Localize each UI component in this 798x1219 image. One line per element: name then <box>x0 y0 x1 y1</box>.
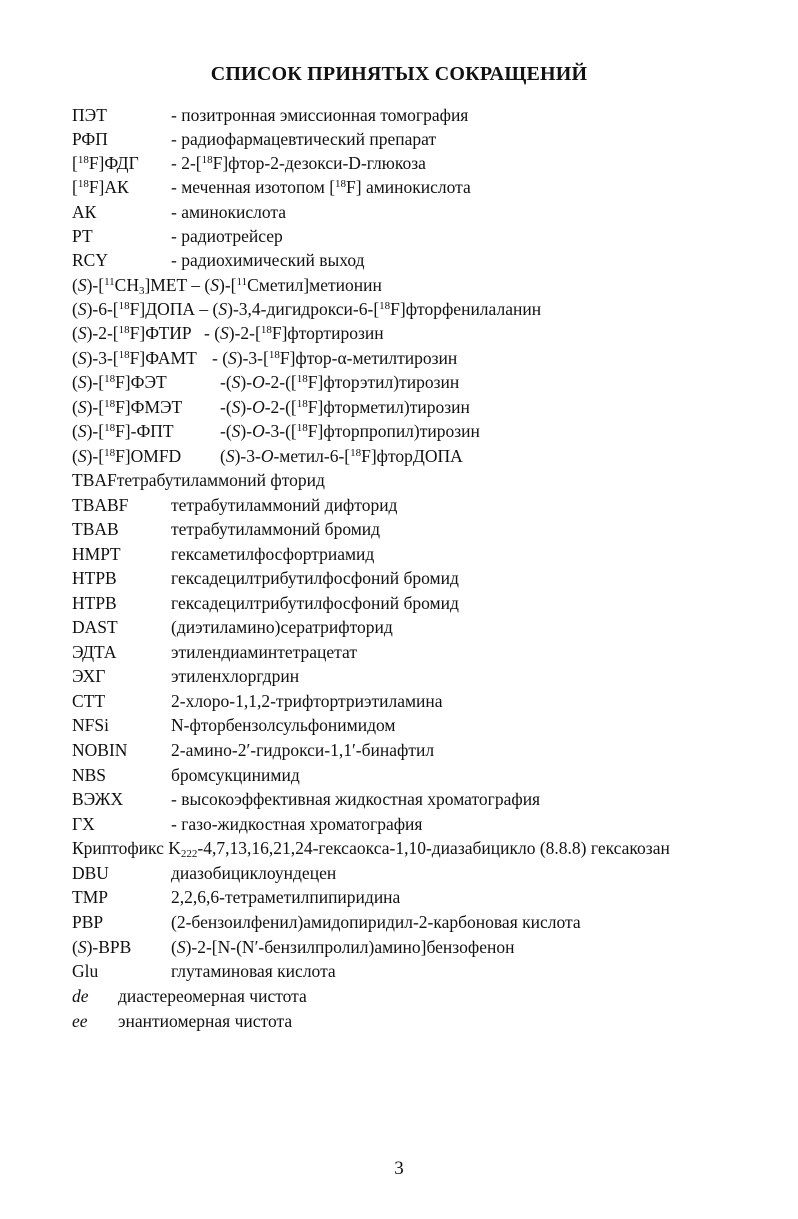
abbreviation: ГХ <box>72 814 95 834</box>
abbreviation: RCY <box>72 250 108 270</box>
definition: -(S)-O-2-([$^{18}$F]фторметил)тирозин <box>220 397 470 417</box>
abbreviation: NOBIN <box>72 740 128 760</box>
abbreviation: CTT <box>72 691 106 711</box>
definition: - меченная изотопом [$^{18}$F] аминокислота <box>171 177 471 197</box>
abbreviation: TBABF <box>72 495 129 515</box>
definition: гексаметилфосфортриамид <box>171 544 375 564</box>
abbreviation: [$^{18}$F]ФДГ <box>72 153 139 173</box>
list-item <box>72 836 670 860</box>
definition: диастереомерная чистота <box>118 986 307 1006</box>
abbreviation: HTPB <box>72 593 117 613</box>
definition: - радиохимический выход <box>171 250 365 270</box>
definition: (S)-3-O-метил-6-[$^{18}$F]фторДОПА <box>220 446 463 466</box>
definition: 2-амино-2′-гидрокси-1,1′-бинафтил <box>171 740 435 760</box>
abbreviation: (S)-[$^{18}$F]ФМЭТ <box>72 397 183 417</box>
definition: энантиомерная чистота <box>118 1011 293 1031</box>
abbreviation: (S)-2-[$^{18}$F]ФТИР <box>72 323 192 343</box>
abbreviation: ee <box>72 1011 88 1031</box>
abbreviation: [$^{18}$F]АК <box>72 177 129 197</box>
definition: - (S)-2-[$^{18}$F]фтортирозин <box>204 323 384 343</box>
list-item <box>72 468 325 492</box>
full-line: Криптофикс $K_{222}-4,7,13,16,21,24-гексаокса-1,10$-диазабицикло (8.8.8) гексакозан <box>72 838 670 860</box>
abbreviation: АК <box>72 202 97 222</box>
definition: -(S)-O-3-([$^{18}$F]фторпропил)тирозин <box>220 421 480 441</box>
list-item <box>72 273 382 297</box>
abbreviation: HTPB <box>72 568 117 588</box>
definition: диазобициклоундецен <box>171 863 337 883</box>
definition: N-фторбензолсульфонимидом <box>171 715 396 735</box>
abbreviation: DBU <box>72 863 109 883</box>
abbreviation: ВЭЖХ <box>72 789 124 809</box>
abbreviation: TMP <box>72 887 108 907</box>
abbreviation: NBS <box>72 765 107 785</box>
definition: 2-хлоро-1,1,2-трифтортриэтиламина <box>171 691 443 711</box>
definition: гексадецилтрибутилфосфоний бромид <box>171 593 459 613</box>
abbreviation: NFSi <box>72 715 109 735</box>
page-number: 3 <box>394 1158 404 1179</box>
definition: 2,2,6,6-тетраметилпипиридина <box>171 887 401 907</box>
definition: - (S)-3-[$^{18}$F]фтор-α-метилтирозин <box>212 348 458 368</box>
definition: - позитронная эмиссионная томография <box>171 105 469 125</box>
abbreviation: (S)-[$^{18}$F]ФЭТ <box>72 372 167 392</box>
abbreviation: (S)-[$^{18}$F]-ФПТ <box>72 421 174 441</box>
abbreviation: ПЭТ <box>72 105 107 125</box>
abbreviation: ЭДТА <box>72 642 117 662</box>
abbreviation: PBP <box>72 912 104 932</box>
abbreviation: (S)-[$^{18}$F]OMFD <box>72 446 182 466</box>
definition: - радиотрейсер <box>171 226 283 246</box>
definition: - газо-жидкостная хроматография <box>171 814 423 834</box>
definition: (диэтиламино)сератрифторид <box>171 617 393 637</box>
definition: тетрабутиламмоний дифторид <box>171 495 398 515</box>
definition: - аминокислота <box>171 202 287 222</box>
abbreviation: HMPT <box>72 544 121 564</box>
abbreviation: РТ <box>72 226 93 246</box>
definition: гексадецилтрибутилфосфоний бромид <box>171 568 459 588</box>
page-title: СПИСОК ПРИНЯТЫХ СОКРАЩЕНИЙ <box>210 63 588 85</box>
abbreviation: DAST <box>72 617 118 637</box>
definition: тетрабутиламмоний бромид <box>171 519 381 539</box>
abbreviation: ЭХГ <box>72 666 106 686</box>
full-line: TBAFтетрабутиламмоний фторид <box>72 470 325 490</box>
definition: этилендиаминтетрацетат <box>171 642 357 662</box>
full-line: $(S)-[^{11}CH_3]MET$ – (S)-[$^{11}$Cметил]метионин <box>72 275 382 297</box>
definition: бромсукцинимид <box>171 765 300 785</box>
abbreviation: Glu <box>72 961 99 981</box>
abbreviation: РФП <box>72 129 108 149</box>
abbreviation: de <box>72 986 89 1006</box>
definition: -(S)-O-2-([$^{18}$F]фторэтил)тирозин <box>220 372 460 392</box>
definition: (S)-2-[N-(N′-бензилпролил)амино]бензофенон <box>171 937 515 957</box>
definition: - 2-[$^{18}$F]фтор-2-дезокси-D-глюкоза <box>171 153 426 173</box>
abbreviation: TBAB <box>72 519 119 539</box>
abbreviation: (S)-BPB <box>72 937 132 957</box>
definition: (2-бензоилфенил)амидопиридил-2-карбоновая кислота <box>171 912 581 932</box>
definition: глутаминовая кислота <box>171 961 336 981</box>
definition: - высокоэффективная жидкостная хроматография <box>171 789 541 809</box>
abbreviation: (S)-3-[$^{18}$F]ФАМТ <box>72 348 197 368</box>
definition: этиленхлоргдрин <box>171 666 300 686</box>
list-item <box>72 297 541 321</box>
definition: - радиофармацевтический препарат <box>171 129 437 149</box>
full-line: (S)-6-[$^{18}$F]ДОПА – (S)-3,4-дигидрокси-6-[$^{18}$F]фторфенилаланин <box>72 299 542 319</box>
